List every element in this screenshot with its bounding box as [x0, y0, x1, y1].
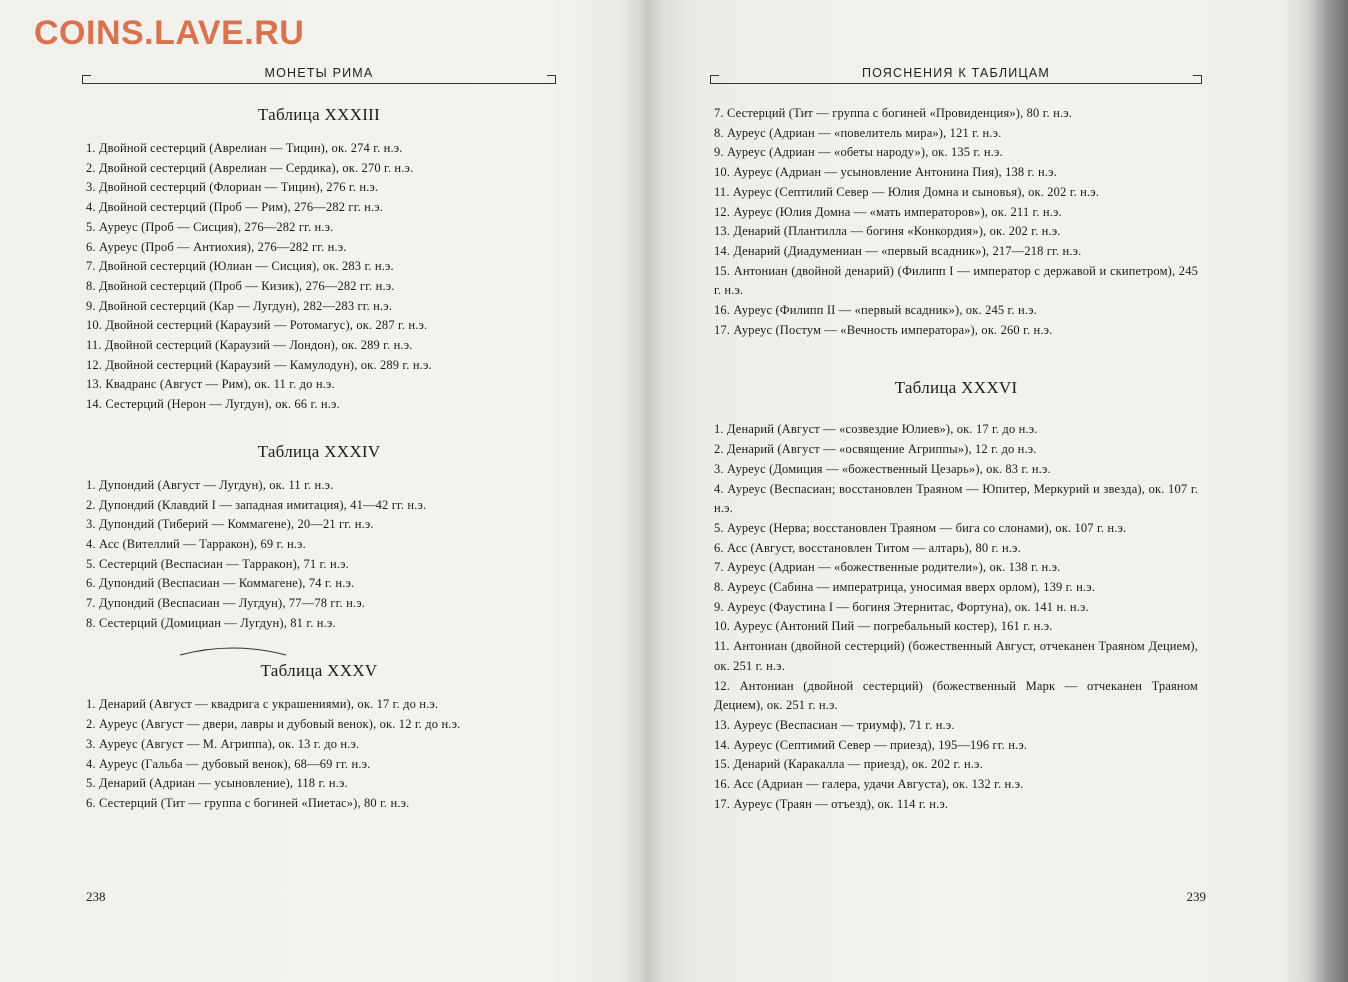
head-corner-ornament — [547, 75, 556, 84]
list-item: 13. Денарий (Плантилла — богиня «Конкордия»), ок. 202 г. н.э. — [714, 224, 1061, 239]
left-page — [78, 0, 560, 982]
list-item: 10. Двойной сестерций (Караузий — Ротомагус), ок. 287 г. н.э. — [86, 318, 428, 333]
list-item: 7. Двойной сестерций (Юлиан — Сисция), ок. 283 г. н.э. — [86, 259, 394, 274]
list-item: 13. Квадранс (Август — Рим), ок. 11 г. до н.э. — [86, 377, 335, 392]
list-item: 11. Антониан (двойной сестерций) (божественный Август, отчеканен Траяном Децием), ок. 251 г. н.э. — [714, 639, 1198, 673]
entry-list — [86, 139, 552, 415]
list-item: 1. Двойной сестерций (Аврелиан — Тицин), ок. 274 г. н.э. — [86, 141, 403, 155]
section-title: Таблица XXXVI — [894, 378, 1018, 398]
list-item: 3. Дупондий (Тиберий — Коммагене), 20—21 гг. н.э. — [86, 517, 374, 532]
section-title: Таблица XXXIII — [257, 105, 381, 124]
list-item: 1. Денарий (Август — квадрига с украшениями), ок. 17 г. до н.э. — [86, 697, 439, 712]
list-item: 15. Антониан (двойной денарий) (Филипп I — император с державой и скипетром), 245 г. н.э. — [714, 263, 1198, 298]
list-item: 8. Сестерций (Домициан — Лугдун), 81 г. н.э. — [86, 615, 336, 630]
list-item: 3. Ауреус (Август — М. Агриппа), ок. 13 г. до н.э. — [86, 736, 360, 751]
section-title: Таблица XXXIV — [257, 441, 381, 461]
page-number: 238 — [86, 889, 106, 904]
entry-list — [86, 695, 552, 813]
list-item: 17. Ауреус (Траян — отъезд), ок. 114 г. н.э. — [714, 796, 949, 811]
spacer — [714, 340, 1198, 376]
list-item: 7. Дупондий (Веспасиан — Лугдун), 77—78 гг. н.э. — [86, 596, 365, 611]
section-title: Таблица XXXV — [260, 661, 378, 681]
list-item: 14. Сестерций (Нерон — Лугдун), ок. 66 г. н.э. — [86, 397, 340, 412]
list-item: 8. Двойной сестерций (Проб — Кизик), 276—282 гг. н.э. — [86, 278, 395, 293]
list-item: 13. Ауреус (Веспасиан — триумф), 71 г. н.э. — [714, 717, 955, 732]
list-item: 3. Ауреус (Домиция — «божественный Цезарь»), ок. 83 г. н.э. — [714, 461, 1051, 476]
list-item: 10. Ауреус (Адриан — усыновление Антонина Пия), 138 г. н.э. — [714, 165, 1057, 180]
list-item: 2. Дупондий (Клавдий I — западная имитация), 41—42 гг. н.э. — [86, 497, 427, 512]
list-item: 4. Ауреус (Веспасиан; восстановлен Траяном — Юпитер, Меркурий и звезда), ок. 107 г. н.э. — [714, 481, 1198, 516]
list-item: 12. Двойной сестерций (Караузий — Камулодун), ок. 289 г. н.э. — [86, 357, 432, 372]
entry-list — [714, 420, 1198, 814]
list-item: 1. Денарий (Август — «созвездие Юлиев»), ок. 17 г. до н.э. — [714, 422, 1038, 437]
left-page-content — [86, 103, 552, 814]
list-item: 7. Ауреус (Адриан — «божественные родители»), ок. 138 г. н.э. — [714, 560, 1061, 575]
list-item: 10. Ауреус (Антоний Пий — погребальный костер), 161 г. н.э. — [714, 619, 1053, 634]
right-page — [706, 0, 1206, 982]
list-item: 5. Сестерций (Веспасиан — Тарракон), 71 г. н.э. — [86, 556, 349, 571]
running-head-title: МОНЕТЫ РИМА — [264, 66, 374, 80]
running-head — [706, 66, 1206, 88]
list-item: 16. Ауреус (Филипп II — «первый всадник»), ок. 245 г. н.э. — [714, 303, 1037, 318]
list-item: 5. Ауреус (Проб — Сисция), 276—282 гг. н.э. — [86, 219, 334, 234]
list-item: 6. Сестерций (Тит — группа с богиней «Пиетас»), 80 г. н.э. — [86, 795, 410, 810]
list-item: 4. Ауреус (Гальба — дубовый венок), 68—69 гг. н.э. — [86, 756, 371, 771]
list-item: 11. Двойной сестерций (Караузий — Лондон), ок. 289 г. н.э. — [86, 338, 413, 353]
swash-ornament — [178, 645, 288, 657]
list-item: 9. Ауреус (Фаустина I — богиня Этернитас, Фортуна), ок. 141 н. н.э. — [714, 599, 1089, 614]
list-item: 12. Ауреус (Юлия Домна — «мать императоров»), ок. 211 г. н.э. — [714, 204, 1062, 219]
list-item: 14. Денарий (Диадумениан — «первый всадник»), 217—218 гг. н.э. — [714, 243, 1082, 258]
section-ornament-wrap — [86, 633, 552, 659]
spacer — [86, 415, 552, 440]
head-rule — [710, 83, 1202, 84]
list-item: 11. Ауреус (Септилий Север — Юлия Домна и сыновья), ок. 202 г. н.э. — [714, 184, 1100, 199]
list-item: 16. Асс (Адриан — галера, удачи Августа), ок. 132 г. н.э. — [714, 777, 1024, 792]
entry-list — [86, 476, 552, 634]
list-item: 7. Сестерций (Тит — группа с богиней «Провиденция»), 80 г. н.э. — [714, 106, 1073, 120]
running-head-title: ПОЯСНЕНИЯ К ТАБЛИЦАМ — [861, 66, 1051, 80]
list-item: 9. Ауреус (Адриан — «обеты народу»), ок. 135 г. н.э. — [714, 145, 1003, 160]
watermark: COINS.LAVE.RU — [34, 14, 305, 52]
list-item: 5. Денарий (Адриан — усыновление), 118 г. н.э. — [86, 776, 348, 791]
list-item: 8. Ауреус (Адриан — «повелитель мира»), 121 г. н.э. — [714, 125, 1002, 140]
page-number: 239 — [1186, 889, 1206, 904]
list-item: 14. Ауреус (Септимий Север — приезд), 195—196 гг. н.э. — [714, 737, 1028, 752]
head-rule — [82, 83, 556, 84]
list-item: 6. Дупондий (Веспасиан — Коммагене), 74 г. н.э. — [86, 576, 355, 591]
list-item: 3. Двойной сестерций (Флориан — Тицин), 276 г. н.э. — [86, 180, 379, 195]
list-item: 6. Ауреус (Проб — Антиохия), 276—282 гг. н.э. — [86, 239, 347, 254]
running-head — [78, 66, 560, 88]
entry-list — [714, 104, 1198, 340]
list-item: 17. Ауреус (Постум — «Вечность императора»), ок. 260 г. н.э. — [714, 322, 1053, 337]
list-item: 2. Денарий (Август — «освящение Агриппы»), 12 г. до н.э. — [714, 442, 1037, 457]
list-item: 2. Ауреус (Август — двери, лавры и дубовый венок), ок. 12 г. до н.э. — [86, 717, 461, 732]
list-item: 4. Асс (Вителлий — Тарракон), 69 г. н.э. — [86, 536, 306, 551]
list-item: 1. Дупондий (Август — Лугдун), ок. 11 г. н.э. — [86, 477, 334, 492]
list-item: 4. Двойной сестерций (Проб — Рим), 276—282 гг. н.э. — [86, 200, 384, 215]
list-item: 2. Двойной сестерций (Аврелиан — Сердика), ок. 270 г. н.э. — [86, 160, 414, 175]
list-item: 9. Двойной сестерций (Кар — Лугдун), 282—283 гг. н.э. — [86, 298, 393, 313]
list-item: 6. Асс (Август, восстановлен Титом — алтарь), 80 г. н.э. — [714, 540, 1021, 555]
right-page-content — [714, 104, 1198, 815]
head-corner-ornament — [1193, 75, 1202, 84]
list-item: 15. Денарий (Каракалла — приезд), ок. 202 г. н.э. — [714, 757, 983, 772]
list-item: 5. Ауреус (Нерва; восстановлен Траяном — бига со слонами), ок. 107 г. н.э. — [714, 520, 1127, 535]
list-item: 8. Ауреус (Сабина — императрица, уносимая вверх орлом), 139 г. н.э. — [714, 580, 1095, 595]
list-item: 12. Антониан (двойной сестерций) (божественный Марк — отчеканен Траяном Децием), ок. 251 г. н.э. — [714, 678, 1198, 713]
